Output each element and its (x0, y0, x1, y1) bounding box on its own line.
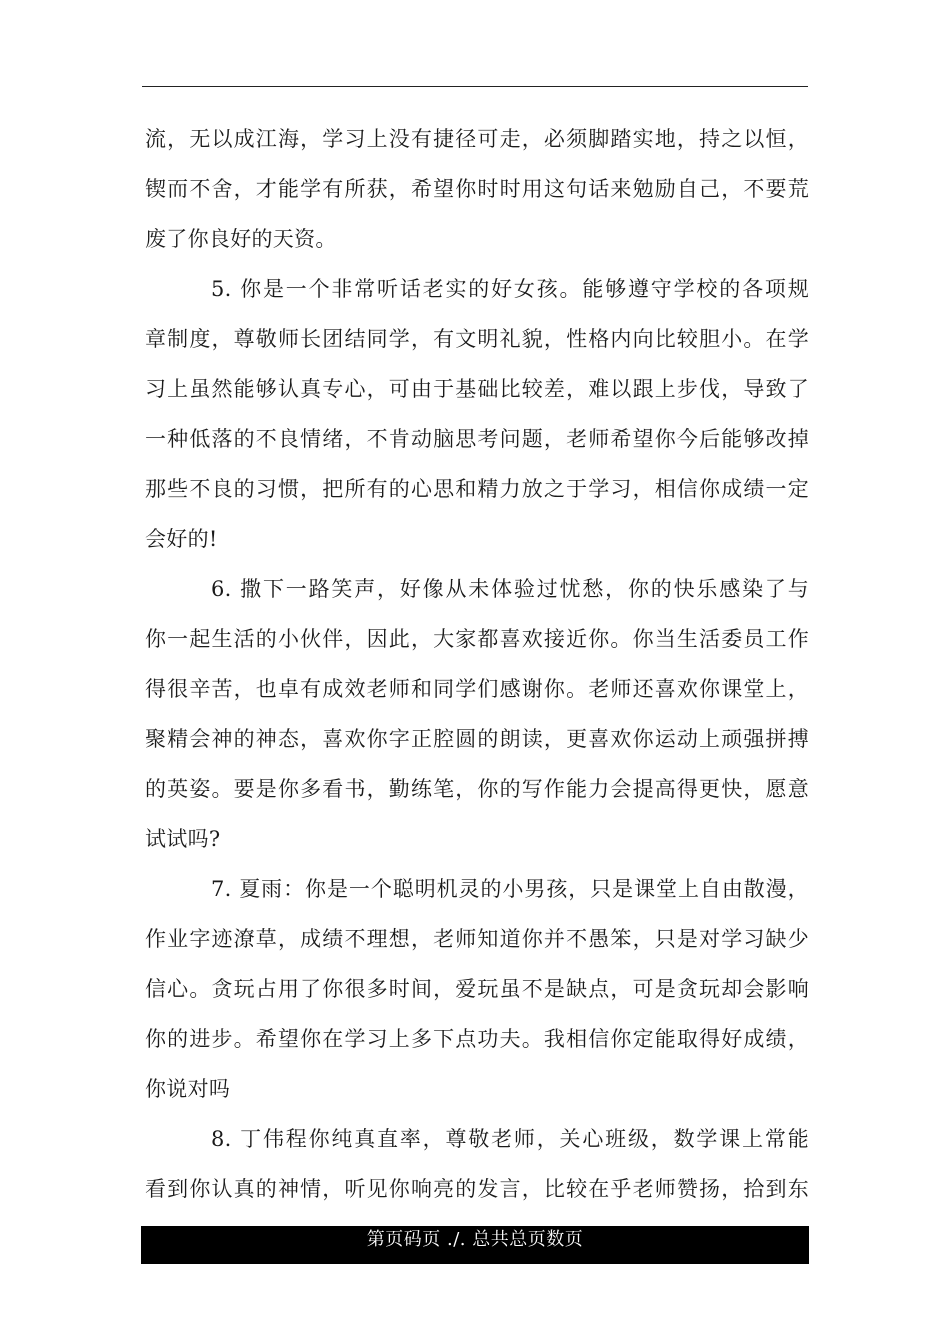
text-line: 8. 丁伟程你纯真直率，尊敬老师，关心班级，数学课上常能 (211, 1127, 809, 1151)
text-line: 一种低落的不良情绪，不肯动脑思考问题，老师希望你今后能够改掉 (145, 427, 809, 451)
paragraph (145, 114, 809, 264)
text-line: 5. 你是一个非常听话老实的好女孩。能够遵守学校的各项规 (211, 277, 809, 301)
paragraph (145, 264, 809, 564)
text-line: 流，无以成江海，学习上没有捷径可走，必须脚踏实地，持之以恒， (145, 127, 809, 151)
text-line: 作业字迹潦草，成绩不理想，老师知道你并不愚笨，只是对学习缺少 (145, 927, 809, 951)
text-line: 那些不良的习惯，把所有的心思和精力放之于学习，相信你成绩一定 (145, 477, 809, 501)
document-body (145, 114, 809, 1214)
text-line: 你说对吗 (145, 1077, 231, 1101)
header-rule (142, 86, 808, 87)
paragraph (145, 564, 809, 864)
text-line: 7. 夏雨：你是一个聪明机灵的小男孩，只是课堂上自由散漫， (211, 877, 809, 901)
page-footer (141, 1226, 809, 1264)
text-line: 试试吗? (145, 827, 221, 851)
text-line: 聚精会神的神态，喜欢你字正腔圆的朗读，更喜欢你运动上顽强拼搏 (145, 727, 809, 751)
paragraph (145, 1114, 809, 1214)
text-line: 废了你良好的天资。 (145, 227, 337, 251)
text-line: 你一起生活的小伙伴，因此，大家都喜欢接近你。你当生活委员工作 (145, 627, 809, 651)
text-line: 你的进步。希望你在学习上多下点功夫。我相信你定能取得好成绩， (145, 1027, 809, 1051)
text-line: 会好的! (145, 527, 218, 551)
text-line: 得很辛苦，也卓有成效老师和同学们感谢你。老师还喜欢你课堂上， (145, 677, 809, 701)
text-line: 的英姿。要是你多看书，勤练笔，你的写作能力会提高得更快，愿意 (145, 777, 809, 801)
paragraph (145, 864, 809, 1114)
text-line: 习上虽然能够认真专心，可由于基础比较差，难以跟上步伐，导致了 (145, 377, 809, 401)
text-line: 锲而不舍，才能学有所获，希望你时时用这句话来勉励自己，不要荒 (145, 177, 809, 201)
text-line: 6. 撒下一路笑声，好像从未体验过忧愁，你的快乐感染了与 (211, 577, 809, 601)
footer-page-info: 第页码页 ./. 总共总页数页 (366, 1229, 584, 1250)
text-line: 看到你认真的神情，听见你响亮的发言，比较在乎老师赞扬，拾到东 (145, 1177, 809, 1201)
text-line: 章制度，尊敬师长团结同学，有文明礼貌，性格内向比较胆小。在学 (145, 327, 809, 351)
text-line: 信心。贪玩占用了你很多时间，爱玩虽不是缺点，可是贪玩却会影响 (145, 977, 809, 1001)
